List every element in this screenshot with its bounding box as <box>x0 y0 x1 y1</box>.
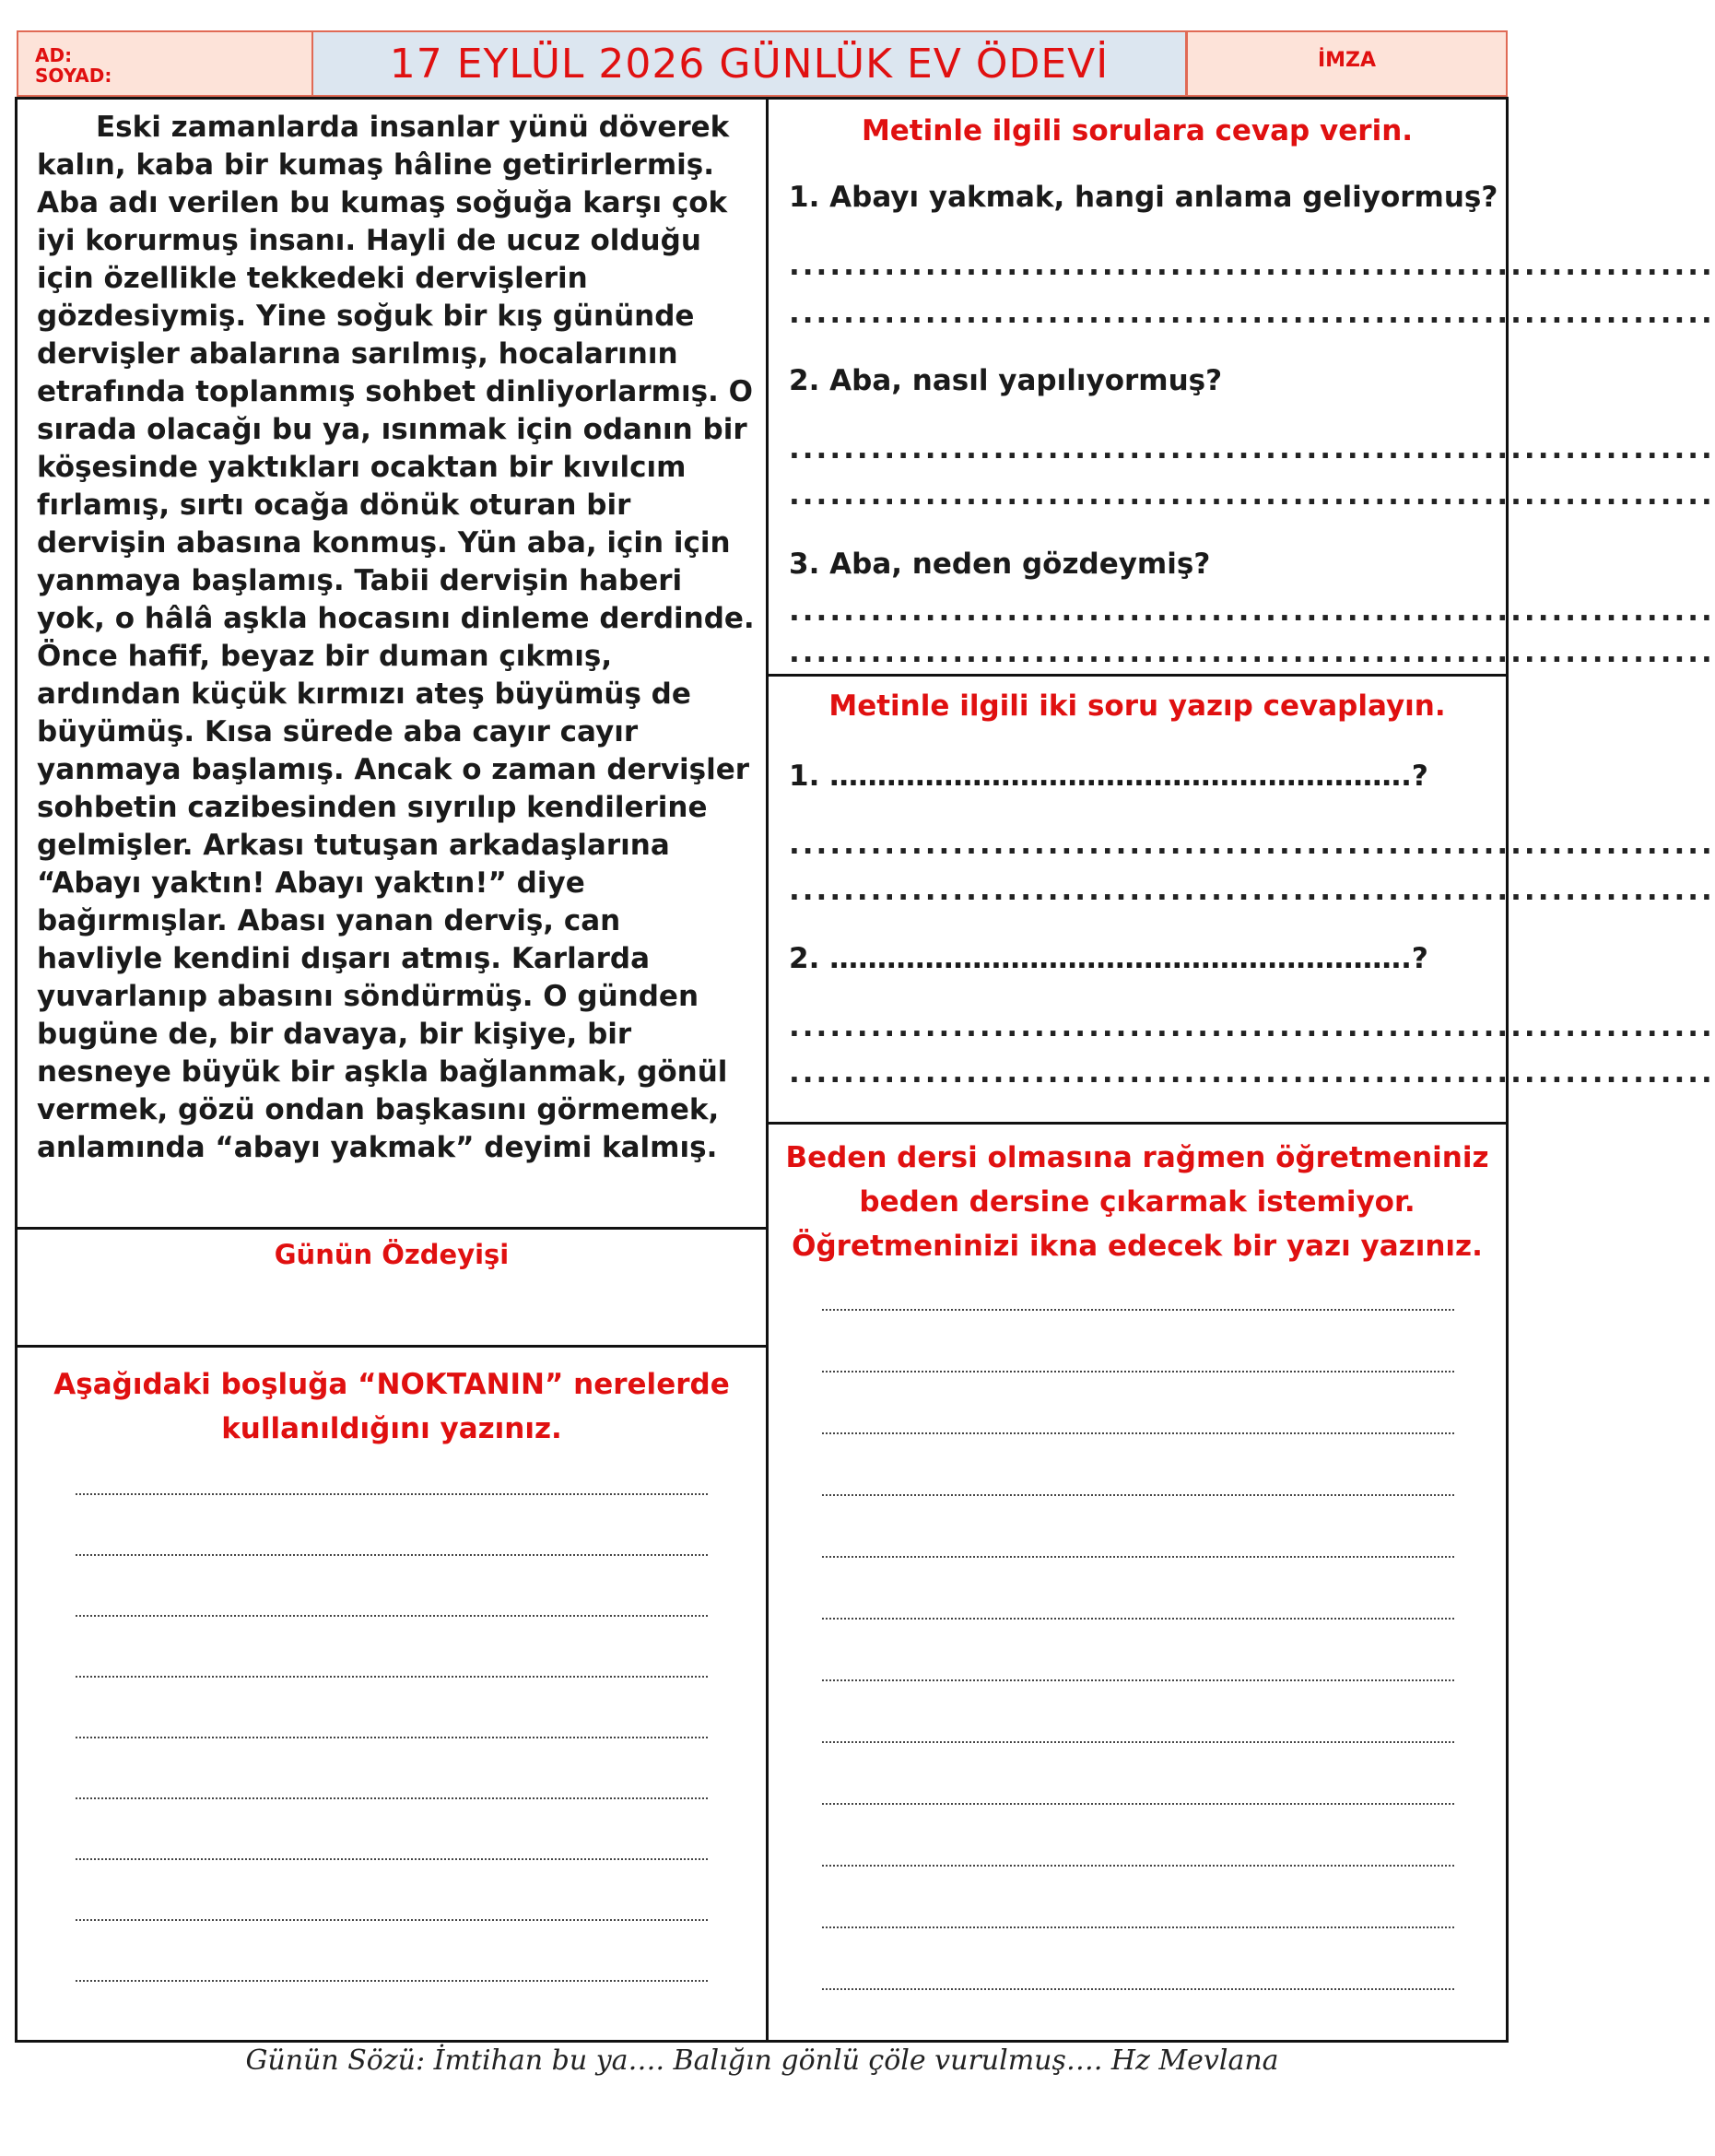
ad-label: AD: <box>35 44 73 66</box>
answer-dots[interactable]: .................................................................... <box>789 828 1715 861</box>
own-questions-heading: Metinle ilgili iki soru yazıp cevaplayın. <box>828 689 1446 723</box>
noktalama-heading-line2: kullanıldığını yazınız. <box>221 1412 562 1445</box>
divider-right-1 <box>766 674 1509 677</box>
questions-heading: Metinle ilgili sorulara cevap verin. <box>861 114 1414 147</box>
answer-dots[interactable]: .................................................................... <box>789 595 1715 628</box>
essay-heading <box>769 1136 1506 1268</box>
essay-line[interactable] <box>822 1432 1454 1434</box>
answer-line[interactable] <box>76 1676 708 1678</box>
answer-dots[interactable]: .................................................................... <box>789 874 1715 907</box>
footer-quote: Günün Sözü: İmtihan bu ya…. Balığın gönlü çöle vurulmuş…. Hz Mevlana <box>245 2044 1279 2077</box>
name-surname-cell[interactable] <box>17 30 313 97</box>
passage-text: Eski zamanlarda insanlar yünü döverek kalın, kaba bir kumaş hâline getirirlermiş. Aba adı verilen bu kumaş soğuğa karşı çok iyi korurmuş insanı. Hayli de ucuz olduğu için özellikle tekkedeki dervişlerin gözdesiymiş. Yine soğuk bir kış gününde dervişler abalarına sarılmış, hocalarının etrafında toplanmış sohbet dinliyorlarmış. O sırada olacağı bu ya, ısınmak için odanın bir köşesinde yaktıkları ocaktan bir kıvılcım fırlamış, sırtı ocağa dönük oturan bir dervişin abasına konmuş. Yün aba, için için yanmaya başlamış. Tabii dervişin haberi yok, o hâlâ aşkla hocasını dinleme derdinde. Önce hafif, beyaz bir duman çıkmış, ardından küçük kırmızı ateş büyümüş de büyümüş. Kısa sürede aba cayır cayır yanmaya başlamış. Ancak o zaman dervişler sohbetin cazibesinden sıyrılıp kendilerine gelmişler. Arkası tutuşan arkadaşlarına “Abayı yaktın! Abayı yaktın!” diye bağırmışlar. Abası yanan derviş, can havliyle kendini dışarı atmış. Karlarda yuvarlanıp abasını söndürmüş. O günden bugüne de, bir davaya, bir kişiye, bir nesneye büyük bir aşkla bağlanmak, gönül vermek, gözü ondan başkasını görmemek, anlamında “abayı yakmak” deyimi kalmış. <box>37 111 755 1164</box>
divider-right-2 <box>766 1122 1509 1125</box>
essay-line[interactable] <box>822 1679 1454 1681</box>
answer-line[interactable] <box>76 1797 708 1799</box>
divider-left-1 <box>15 1227 769 1230</box>
essay-heading-line2: beden dersine çıkarmak istemiyor. <box>859 1185 1415 1219</box>
answer-line[interactable] <box>76 1980 708 1982</box>
ozdeyis-heading: Günün Özdeyişi <box>274 1239 510 1270</box>
reading-passage <box>37 109 756 1167</box>
answer-dots[interactable]: .................................................................... <box>789 1010 1715 1043</box>
essay-line[interactable] <box>822 1803 1454 1805</box>
question-2: 2. Aba, nasıl yapılıyormuş? <box>789 364 1223 397</box>
noktalama-heading <box>15 1362 769 1451</box>
answer-dots[interactable]: .................................................................... <box>789 1056 1715 1090</box>
noktalama-heading-line1: Aşağıdaki boşluğa “NOKTANIN” nerelerde <box>53 1368 730 1401</box>
answer-line[interactable] <box>76 1737 708 1738</box>
answer-dots[interactable]: .................................................................... <box>789 432 1715 465</box>
essay-line[interactable] <box>822 1926 1454 1928</box>
essay-line[interactable] <box>822 1618 1454 1620</box>
imza-label: İMZA <box>1317 49 1377 72</box>
question-1: 1. Abayı yakmak, hangi anlama geliyormuş? <box>789 181 1498 214</box>
answer-line[interactable] <box>76 1554 708 1556</box>
answer-line[interactable] <box>76 1858 708 1860</box>
essay-heading-line1: Beden dersi olmasına rağmen öğretmeniniz <box>785 1141 1489 1174</box>
essay-line[interactable] <box>822 1988 1454 1990</box>
essay-heading-line3: Öğretmeninizi ikna edecek bir yazı yazınız. <box>792 1230 1483 1263</box>
answer-dots[interactable]: .................................................................... <box>789 636 1715 669</box>
essay-line[interactable] <box>822 1741 1454 1743</box>
own-question-1[interactable]: 1. …………………………………………………….? <box>789 760 1428 793</box>
answer-line[interactable] <box>76 1919 708 1921</box>
page-title <box>311 30 1187 97</box>
answer-dots[interactable]: .................................................................... <box>789 249 1715 282</box>
essay-line[interactable] <box>822 1494 1454 1496</box>
essay-line[interactable] <box>822 1309 1454 1311</box>
column-divider <box>766 97 769 2043</box>
question-3: 3. Aba, neden gözdeymiş? <box>789 548 1211 581</box>
essay-line[interactable] <box>822 1371 1454 1373</box>
answer-line[interactable] <box>76 1615 708 1617</box>
soyad-label: SOYAD: <box>35 65 112 87</box>
answer-dots[interactable]: .................................................................... <box>789 297 1715 330</box>
own-question-2[interactable]: 2. …………………………………………………….? <box>789 942 1428 975</box>
signature-cell[interactable] <box>1186 30 1508 97</box>
divider-left-2 <box>15 1345 769 1348</box>
answer-line[interactable] <box>76 1493 708 1495</box>
essay-line[interactable] <box>822 1556 1454 1558</box>
answer-dots[interactable]: .................................................................... <box>789 478 1715 512</box>
title-text: 17 EYLÜL 2026 GÜNLÜK EV ÖDEVİ <box>389 40 1110 88</box>
essay-line[interactable] <box>822 1865 1454 1867</box>
